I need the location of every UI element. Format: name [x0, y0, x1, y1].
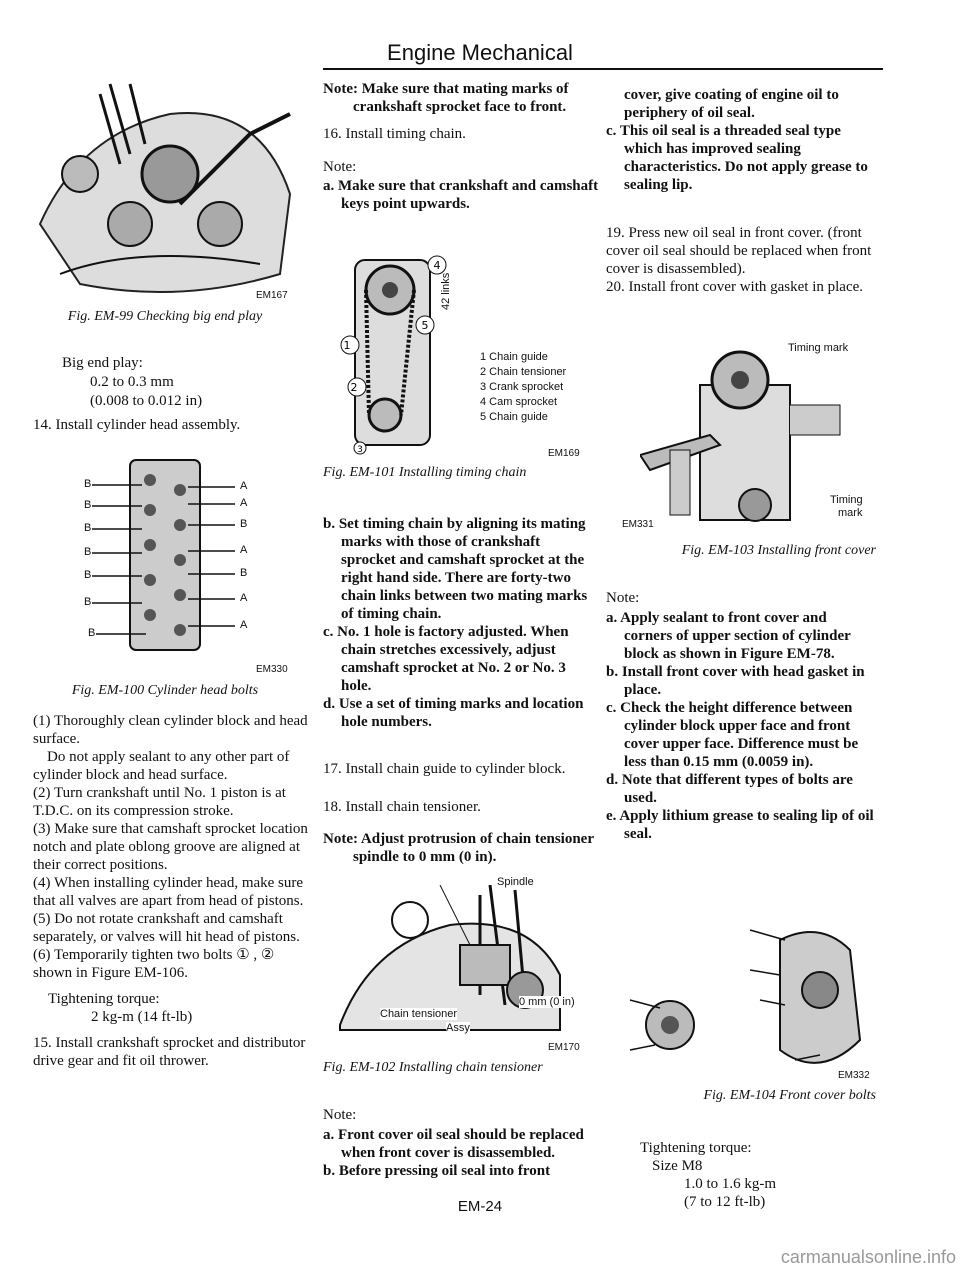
note3-b: b. Before pressing oil seal into front: [323, 1163, 551, 1179]
torque-size: Size M8: [652, 1158, 703, 1174]
bigend-mm: 0.2 to 0.3 mm: [90, 374, 174, 390]
bolt-label: A: [240, 497, 248, 509]
para-5: (5) Do not rotate crankshaft and camshaft separately, or valves will hit head of pistons.: [33, 911, 300, 945]
fig-em99-image: [20, 74, 310, 306]
fig-em102-assy: Assy: [446, 1022, 470, 1034]
bolt-label: B: [84, 522, 92, 534]
fig-em100-code: EM330: [256, 664, 288, 675]
note-c: c. No. 1 hole is factory adjusted. When chain stretches excessively, adjust camshaft sprocket at No. 2 or No. 3 hole.: [323, 624, 569, 694]
fig-em99-code: EM167: [256, 290, 288, 301]
para-1: (1) Thoroughly clean cylinder block and head surface.: [33, 713, 308, 747]
note-mating-marks: Note: Make sure that mating marks of crankshaft sprocket face to front.: [323, 81, 569, 115]
fig-em102-spindle: Spindle: [497, 876, 534, 888]
svg-text:5: 5: [421, 319, 429, 332]
col2-notes-bottom: [323, 1126, 591, 1180]
bolt-label: B: [84, 569, 92, 581]
note-b3: b. Install front cover with head gasket in place.: [606, 664, 865, 698]
para-4: (4) When installing cylinder head, make sure that all valves are apart from head of pistons.: [33, 875, 304, 909]
col1-body: [33, 712, 311, 1070]
fig-em102-zero: 0 mm (0 in): [519, 996, 575, 1008]
bolt-label: A: [240, 619, 248, 631]
note-e3: e. Apply lithium grease to sealing lip of oil seal.: [606, 808, 874, 842]
bolt-label: B: [84, 478, 92, 490]
fig-em103-image: [640, 345, 850, 525]
fig-em101-links: 42 links: [440, 272, 452, 310]
torque-v2: (7 to 12 ft-lb): [684, 1194, 766, 1210]
step-20: 20. Install front cover with gasket in place.: [606, 279, 864, 295]
torque-v1: 1.0 to 1.6 kg-m: [684, 1176, 777, 1192]
step-17: 17. Install chain guide to cylinder block.: [323, 761, 566, 777]
svg-text:3: 3: [357, 445, 363, 455]
bigend-inch: (0.008 to 0.012 in): [90, 393, 203, 409]
bolt-label: B: [240, 567, 248, 579]
fig-em103-caption: Fig. EM-103 Installing front cover: [681, 543, 876, 558]
para-6: (6) Temporarily tighten two bolts ① , ② shown in Figure EM-106.: [33, 947, 275, 981]
fig-em100-caption: Fig. EM-100 Cylinder head bolts: [71, 683, 259, 698]
fig-em102-code: EM170: [548, 1042, 580, 1053]
step-16: 16. Install timing chain.: [323, 126, 466, 142]
fig-em103-code: EM331: [622, 519, 654, 530]
fig-em104-caption: Fig. EM-104 Front cover bolts: [703, 1088, 876, 1103]
bolt-label: B: [240, 518, 248, 530]
note-c3: c. This oil seal is a threaded seal type which has improved sealing characteristics. Do not apply grease to sealing lip.: [606, 123, 868, 193]
watermark: carmanualsonline.info: [780, 1247, 956, 1267]
fig-em101-code: EM169: [548, 448, 580, 459]
header-rule: [323, 68, 883, 70]
legend-item: 1 Chain guide: [480, 351, 548, 363]
col2-notes: [323, 515, 591, 731]
step-18: 18. Install chain tensioner.: [323, 799, 481, 815]
bolt-label: A: [240, 544, 248, 556]
legend-item: 2 Chain tensioner: [480, 366, 567, 378]
bolt-label: B: [88, 627, 96, 639]
fig-em103-timing-label: Timing: [830, 494, 863, 506]
note-b: b. Set timing chain by aligning its mating marks with those of crankshaft sprocket and camshaft sprocket at the right hand side. There are forty-two chain links between two mating marks of timing chain.: [323, 516, 588, 622]
step-19: 19. Press new oil seal in front cover. (front cover oil seal should be replaced when front cover is disassembled).: [606, 225, 872, 277]
fig-em104-image: [620, 920, 880, 1080]
para-1b: Do not apply sealant to any other part of cylinder block and head surface.: [33, 749, 290, 783]
torque-label: Tightening torque:: [48, 991, 160, 1007]
legend-item: 3 Crank sprocket: [480, 381, 564, 393]
col3-top: [606, 86, 876, 194]
bigend-label: Big end play:: [62, 355, 143, 371]
col3-note-label: Note:: [606, 590, 640, 606]
section-title: Engine Mechanical: [387, 40, 573, 65]
bolt-label: B: [84, 596, 92, 608]
note-spindle: Note: Adjust protrusion of chain tensioner spindle to 0 mm (0 in).: [323, 831, 594, 865]
page-number: EM-24: [457, 1198, 503, 1215]
fig-em101-legend: [480, 350, 566, 425]
note-a: a. Make sure that crankshaft and camshaft keys point upwards.: [323, 178, 599, 212]
fig-em103-timing-mark-top: Timing mark: [788, 342, 849, 354]
note-d: d. Use a set of timing marks and location hole numbers.: [323, 696, 584, 730]
fig-em101-image: [335, 250, 455, 455]
fig-em102-caption: Fig. EM-102 Installing chain tensioner: [323, 1060, 543, 1075]
bolt-label: A: [240, 592, 248, 604]
cont-text: cover, give coating of engine oil to periphery of oil seal.: [624, 87, 839, 121]
svg-text:1: 1: [343, 339, 351, 352]
para-2: (2) Turn crankshaft until No. 1 piston is at T.D.C. on its compression stroke.: [33, 785, 286, 819]
bolt-label: B: [84, 499, 92, 511]
fig-em104-code: EM332: [838, 1070, 870, 1081]
legend-item: 4 Cam sprocket: [480, 396, 558, 408]
para-3: (3) Make sure that camshaft sprocket location notch and plate oblong groove are aligned at their correct positions.: [33, 821, 308, 873]
svg-text:2: 2: [350, 381, 358, 394]
torque-value: 2 kg-m (14 ft-lb): [91, 1009, 193, 1025]
col3-steps: [606, 224, 876, 296]
bolt-label: B: [84, 546, 92, 558]
note-d3: d. Note that different types of bolts are used.: [606, 772, 853, 806]
fig-em99-caption: Fig. EM-99 Checking big end play: [67, 309, 263, 324]
fig-em103-mark-label: mark: [838, 507, 863, 519]
note-label: Note:: [323, 159, 357, 175]
note3-label: Note:: [323, 1107, 357, 1123]
legend-item: 5 Chain guide: [480, 411, 548, 423]
bolt-label: A: [240, 480, 248, 492]
note-a3: a. Apply sealant to front cover and corners of upper section of cylinder block as shown in Figure EM-78.: [606, 610, 851, 662]
note3-a: a. Front cover oil seal should be replaced when front cover is disassembled.: [323, 1127, 584, 1161]
svg-text:4: 4: [433, 259, 441, 272]
step-14: 14. Install cylinder head assembly.: [33, 417, 241, 433]
fig-em101-caption: Fig. EM-101 Installing timing chain: [323, 465, 527, 480]
torque-label-3: Tightening torque:: [640, 1140, 752, 1156]
step-15: 15. Install crankshaft sprocket and distributor drive gear and fit oil thrower.: [33, 1035, 306, 1069]
note-c3b: c. Check the height difference between cylinder block upper face and front cover upper face. Difference must be less than 0.15 mm (0.0059 in).: [606, 700, 859, 770]
fig-em102-tensioner: Chain tensioner: [380, 1008, 458, 1020]
fig-em100-image: [70, 450, 300, 670]
col3-notes: [606, 609, 876, 843]
